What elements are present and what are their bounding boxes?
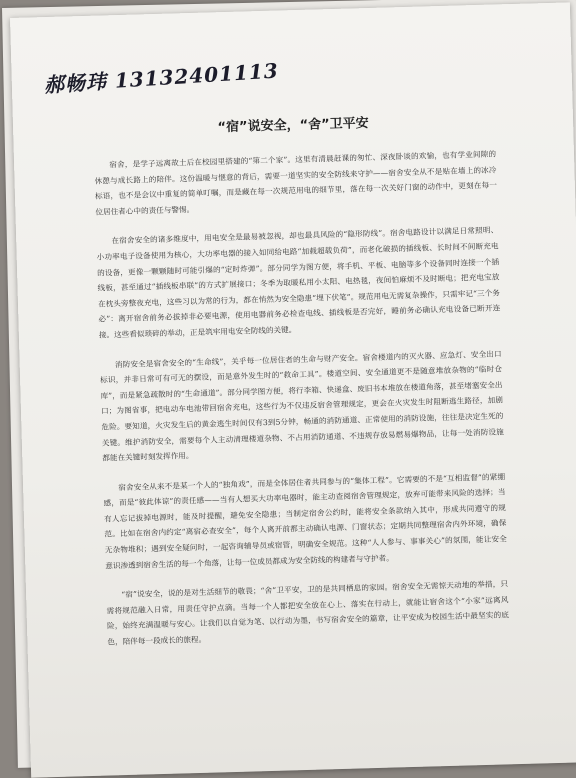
- document-title: “宿”说安全，“舍”卫平安: [217, 116, 369, 136]
- handwritten-name-and-id: 郝畅玮 13132401113: [43, 58, 280, 98]
- paragraph-fire-safety: 消防安全是宿舍安全的“生命线”，关乎每一位居住者的生命与财产安全。宿舍楼道内的灭火器、应急灯、安全出口标识，并非日常可有可无的摆设，而是意外发生时的“救命工具”。楼道空间、安全通道更不是随意堆放杂物的“临时仓库”，而是紧急疏散时的“生命通道”。部分同学图方便，将行李箱、快递盒、废旧书本堆放在楼道角落，甚至堵塞安全出口；为图省事，把电动车电池带回宿舍充电，这些行为不仅违反宿舍管理规定，更会在火灾发生时阻断逃生路径，加剧危险。要知道，火灾发生后的黄金逃生时间仅有3到5分钟，畅通的消防通道、正常使用的消防设施，往往是决定生死的关键。维护消防安全，需要每个人主动清理楼道杂物、不占用消防通道、不违规存放易燃易爆物品，让每一处消防设施都能在关键时刻发挥作用。: [100, 348, 504, 463]
- paragraph-conclusion: “宿”说安全，说的是对生活细节的敬畏；“舍”卫平安，卫的是共同栖息的家园。宿舍安全无需惊天动地的举措，只需将规范融入日常，用责任守护点滴。当每一个人都把安全放在心上、落实在行动上，就能让宿舍这个“小家”远离风险，始终充满温暖与安心。让我们以自觉为笔、以行动为墨，书写宿舍安全的篇章，让平安成为校园生活中最坚实的底色，陪伴每一段成长的旅程。: [106, 579, 509, 647]
- document-page: [10, 2, 576, 777]
- paragraph-electrical-safety: 在宿舍安全的诸多维度中，用电安全是最易被忽视，却也最具风险的“隐形防线”。宿舍电路设计以满足日常照明、小功率电子设备使用为核心，大功率电器的接入如同给电路“加载超载负荷”，而老化破损的插线板、长时间不间断充电的设备，更像一颗颗随时可能引爆的“定时炸弹”。部分同学为图方便，将手机、平板、电脑等多个设备同时连接一个插线板，甚至通过“插线板串联”的方式扩展接口；冬季为取暖私用小太阳、电热毯，夜间怕麻烦不及时断电；把充电宝放在枕头旁整夜充电，这些习以为常的行为，都在悄然为安全隐患“埋下伏笔”。规范用电无需复杂操作，只需牢记“三个务必”：离开宿舍前务必拔掉非必要电源，使用电器前务必检查电线、插线板是否完好，睡前务必确认充电设备已断开连接。这些看似琐碎的举动，正是筑牢用电安全防线的关键。: [96, 225, 501, 340]
- paragraph-intro: 宿舍，是学子远离故土后在校园里搭建的“第二个家”。这里有清晨赶课的匆忙、深夜卧谈的欢愉，也有学业间隙的休憩与成长路上的陪伴。这份温暖与惬意的背后，需要一道坚实的安全防线来守护——宿舍安全从不是贴在墙上的冰冷标语，也不是会议中重复的简单叮嘱，而是藏在每一次规范用电的细节里，落在每一次关好门窗的动作中，更刻在每一位居住者心中的责任与警惕。: [94, 149, 497, 217]
- paragraph-collective-responsibility: 宿舍安全从来不是某一个人的“独角戏”，而是全体居住者共同参与的“集体工程”。它需要的不是“互相监督”的紧绷感，而是“彼此体谅”的责任感——当有人想买大功率电器时，能主动查阅宿舍管理规定，放弃可能带来风险的选择；当有人忘记拔掉电源时，能及时提醒，避免安全隐患；当制定宿舍公约时，能将安全条款纳入其中，形成共同遵守的规范。比如在宿舍内约定“离宿必查安全”，每个人离开前都主动确认电源、门窗状态；定期共同整理宿舍内外环境，确保无杂物堆积；遇到安全疑问时，一起咨询辅导员或宿管，明确安全规范。这种“人人参与、事事关心”的氛围，能让安全意识渗透到宿舍生活的每一个角落，让每一位成员都成为安全防线的构建者与守护者。: [103, 472, 507, 571]
- document-body: [94, 146, 510, 664]
